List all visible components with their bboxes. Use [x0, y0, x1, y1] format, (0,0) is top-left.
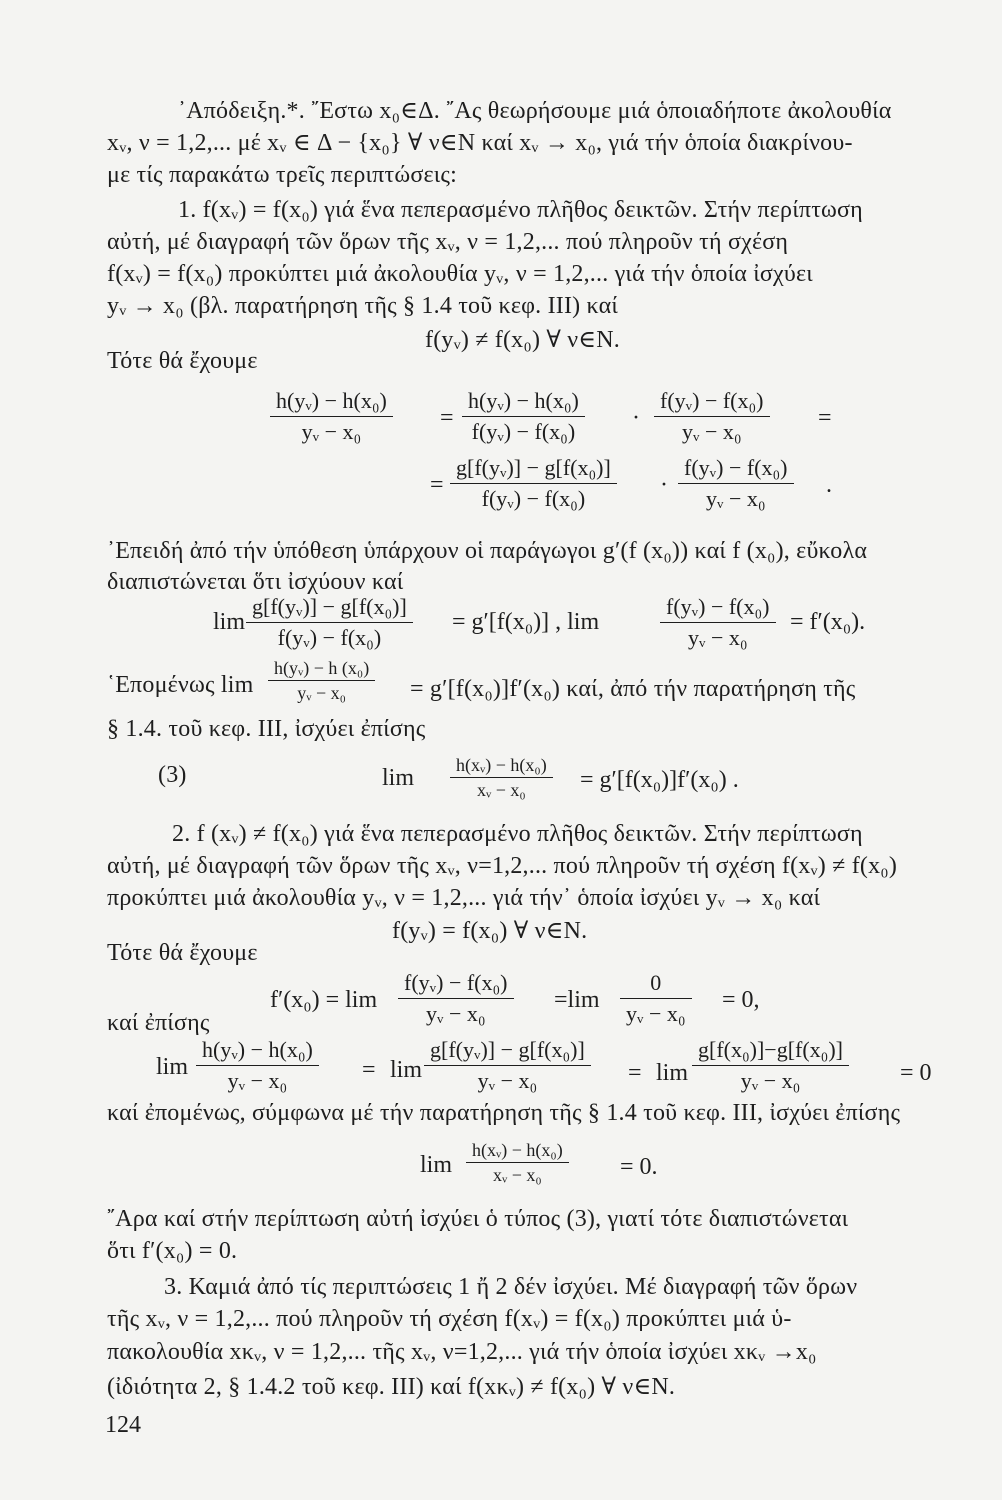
fraction: f(yᵥ) − f(x₀) yᵥ − x₀ [660, 594, 776, 651]
text-line: § 1.4. τοῦ κεφ. III, ἰσχύει ἐπίσης [107, 716, 426, 742]
text-line: yᵥ → x₀ (βλ. παρατήρηση τῆς § 1.4 τοῦ κεφ. III) καί [107, 293, 619, 319]
text-line: ᾽Επειδή ἀπό τήν ὑπόθεση ὑπάρχουν οἱ παράγωγοι g′(f (x₀)) καί f (x₀), εὔκολα [107, 538, 868, 564]
formula-text: =lim [554, 987, 600, 1013]
fraction: f(yᵥ) − f(x₀) yᵥ − x₀ [654, 388, 770, 445]
fraction: f(yᵥ) − f(x₀) yᵥ − x₀ [678, 455, 794, 512]
text-line: = g′[f(x₀)]f′(x₀) καί, ἀπό τήν παρατήρηση τῆς [410, 676, 856, 702]
text-line: Τότε θά ἔχουμε [107, 348, 258, 374]
text-line: ὅτι f′(x₀) = 0. [107, 1238, 238, 1264]
text-line: ῾Επομένως lim [107, 672, 254, 698]
lim-operator: lim [156, 1054, 189, 1080]
text-line: αὐτή, μέ διαγραφή τῶν ὅρων τῆς xᵥ, ν=1,2,... πού πληροῦν τή σχέση f(xᵥ) ≠ f(x₀) [107, 853, 898, 879]
lim-operator: lim [390, 1057, 423, 1083]
text-line: αὐτή, μέ διαγραφή τῶν ὅρων τῆς xᵥ, ν = 1,2,... πού πληροῦν τή σχέση [107, 229, 789, 255]
fraction: h(yᵥ) − h(x₀) f(yᵥ) − f(x₀) [462, 388, 585, 445]
dot-sign: · [632, 405, 640, 431]
text-line: 3. Καμιά ἀπό τίς περιπτώσεις 1 ἤ 2 δέν ἰσχύει. Μέ διαγραφή τῶν ὅρων [164, 1274, 858, 1300]
lim-operator: lim [213, 609, 246, 635]
fraction: g[f(x₀)]−g[f(x₀)] yᵥ − x₀ [692, 1037, 849, 1094]
text-line: με τίς παρακάτω τρεῖς περιπτώσεις: [107, 162, 457, 188]
text-line: ᾽Απόδειξη.*. ῎Εστω x₀∈Δ. ῎Ας θεωρήσουμε μιά ὁποιαδήποτε ἀκολουθία [178, 98, 892, 124]
text-line: τῆς xᵥ, ν = 1,2,... πού πληροῦν τή σχέση f(xᵥ) = f(x₀) προκύπτει μιά ὑ- [107, 1306, 792, 1332]
formula-line: f(yᵥ) = f(x₀) ∀ ν∈N. [392, 918, 588, 944]
dot-sign: · [660, 472, 668, 498]
lim-operator: lim [420, 1152, 453, 1178]
fraction: g[f(yᵥ)] − g[f(x₀)] yᵥ − x₀ [424, 1037, 591, 1094]
fraction: 0 yᵥ − x₀ [620, 970, 692, 1027]
formula-text: = 0, [722, 987, 760, 1013]
text-line: 2. f (xᵥ) ≠ f(x₀) γιά ἕνα πεπερασμένο πλῆθος δεικτῶν. Στήν περίπτωση [172, 821, 863, 847]
fraction: g[f(yᵥ)] − g[f(x₀)] f(yᵥ) − f(x₀) [246, 594, 413, 651]
formula-text: = f′(x₀). [790, 609, 866, 635]
fraction: h(yᵥ) − h(x₀) yᵥ − x₀ [270, 388, 393, 445]
equation-number: (3) [158, 762, 187, 788]
text-line: xᵥ, ν = 1,2,... μέ xᵥ ∈ Δ − {x₀} ∀ ν∈N καί xᵥ → x₀, γιά τήν ὁποία διακρίνου- [107, 130, 853, 156]
fraction: h(xᵥ) − h(x₀) xᵥ − x₀ [450, 755, 553, 800]
period: . [826, 472, 832, 498]
fraction: g[f(yᵥ)] − g[f(x₀)] f(yᵥ) − f(x₀) [450, 455, 617, 512]
fraction: h(xᵥ) − h(x₀) xᵥ − x₀ [466, 1140, 569, 1185]
formula-text: = g′[f(x₀)]f′(x₀) . [580, 767, 739, 793]
formula-line: f(yᵥ) ≠ f(x₀) ∀ ν∈N. [425, 327, 620, 353]
formula-text: = 0. [620, 1154, 658, 1180]
equals-sign: = [362, 1057, 376, 1083]
text-line: 1. f(xᵥ) = f(x₀) γιά ἕνα πεπερασμένο πλῆθος δεικτῶν. Στήν περίπτωση [178, 197, 863, 223]
text-line: πακολουθία xκᵥ, ν = 1,2,... τῆς xᵥ, ν=1,2,... γιά τήν ὁποία ἰσχύει xκᵥ →x₀ [107, 1339, 817, 1365]
lim-operator: lim [656, 1060, 689, 1086]
text-line: καί ἐπομένως, σύμφωνα μέ τήν παρατήρηση τῆς § 1.4 τοῦ κεφ. III, ἰσχύει ἐπίσης [107, 1100, 901, 1126]
text-line: ῎Αρα καί στήν περίπτωση αὐτή ἰσχύει ὁ τύπος (3), γιατί τότε διαπιστώνεται [107, 1206, 849, 1232]
formula-text: = g′[f(x₀)] , lim [452, 609, 600, 635]
text-line: f(xᵥ) = f(x₀) προκύπτει μιά ἀκολουθία yᵥ, ν = 1,2,... γιά τήν ὁποία ἰσχύει [107, 261, 813, 287]
equals-sign: = [440, 405, 454, 431]
equals-sign: = [818, 405, 832, 431]
fraction: h(yᵥ) − h(x₀) yᵥ − x₀ [196, 1037, 319, 1094]
text-line: Τότε θά ἔχουμε [107, 940, 258, 966]
page-number: 124 [105, 1412, 141, 1438]
text-line: (ἰδιότητα 2, § 1.4.2 τοῦ κεφ. III) καί f(xκᵥ) ≠ f(x₀) ∀ ν∈N. [107, 1374, 676, 1400]
formula-text: = 0 [900, 1060, 932, 1086]
equals-sign: = [628, 1060, 642, 1086]
text-line: προκύπτει μιά ἀκολουθία yᵥ, ν = 1,2,... γιά τήν᾽ ὁποία ἰσχύει yᵥ → x₀ καί [107, 885, 821, 911]
text-line: καί ἐπίσης [107, 1010, 210, 1036]
text-line: διαπιστώνεται ὅτι ἰσχύουν καί [107, 569, 404, 595]
fraction: h(yᵥ) − h (x₀) yᵥ − x₀ [268, 658, 375, 703]
formula-text: f′(x₀) = lim [270, 987, 378, 1013]
fraction: f(yᵥ) − f(x₀) yᵥ − x₀ [398, 970, 514, 1027]
lim-operator: lim [382, 765, 415, 791]
equals-sign: = [430, 472, 444, 498]
